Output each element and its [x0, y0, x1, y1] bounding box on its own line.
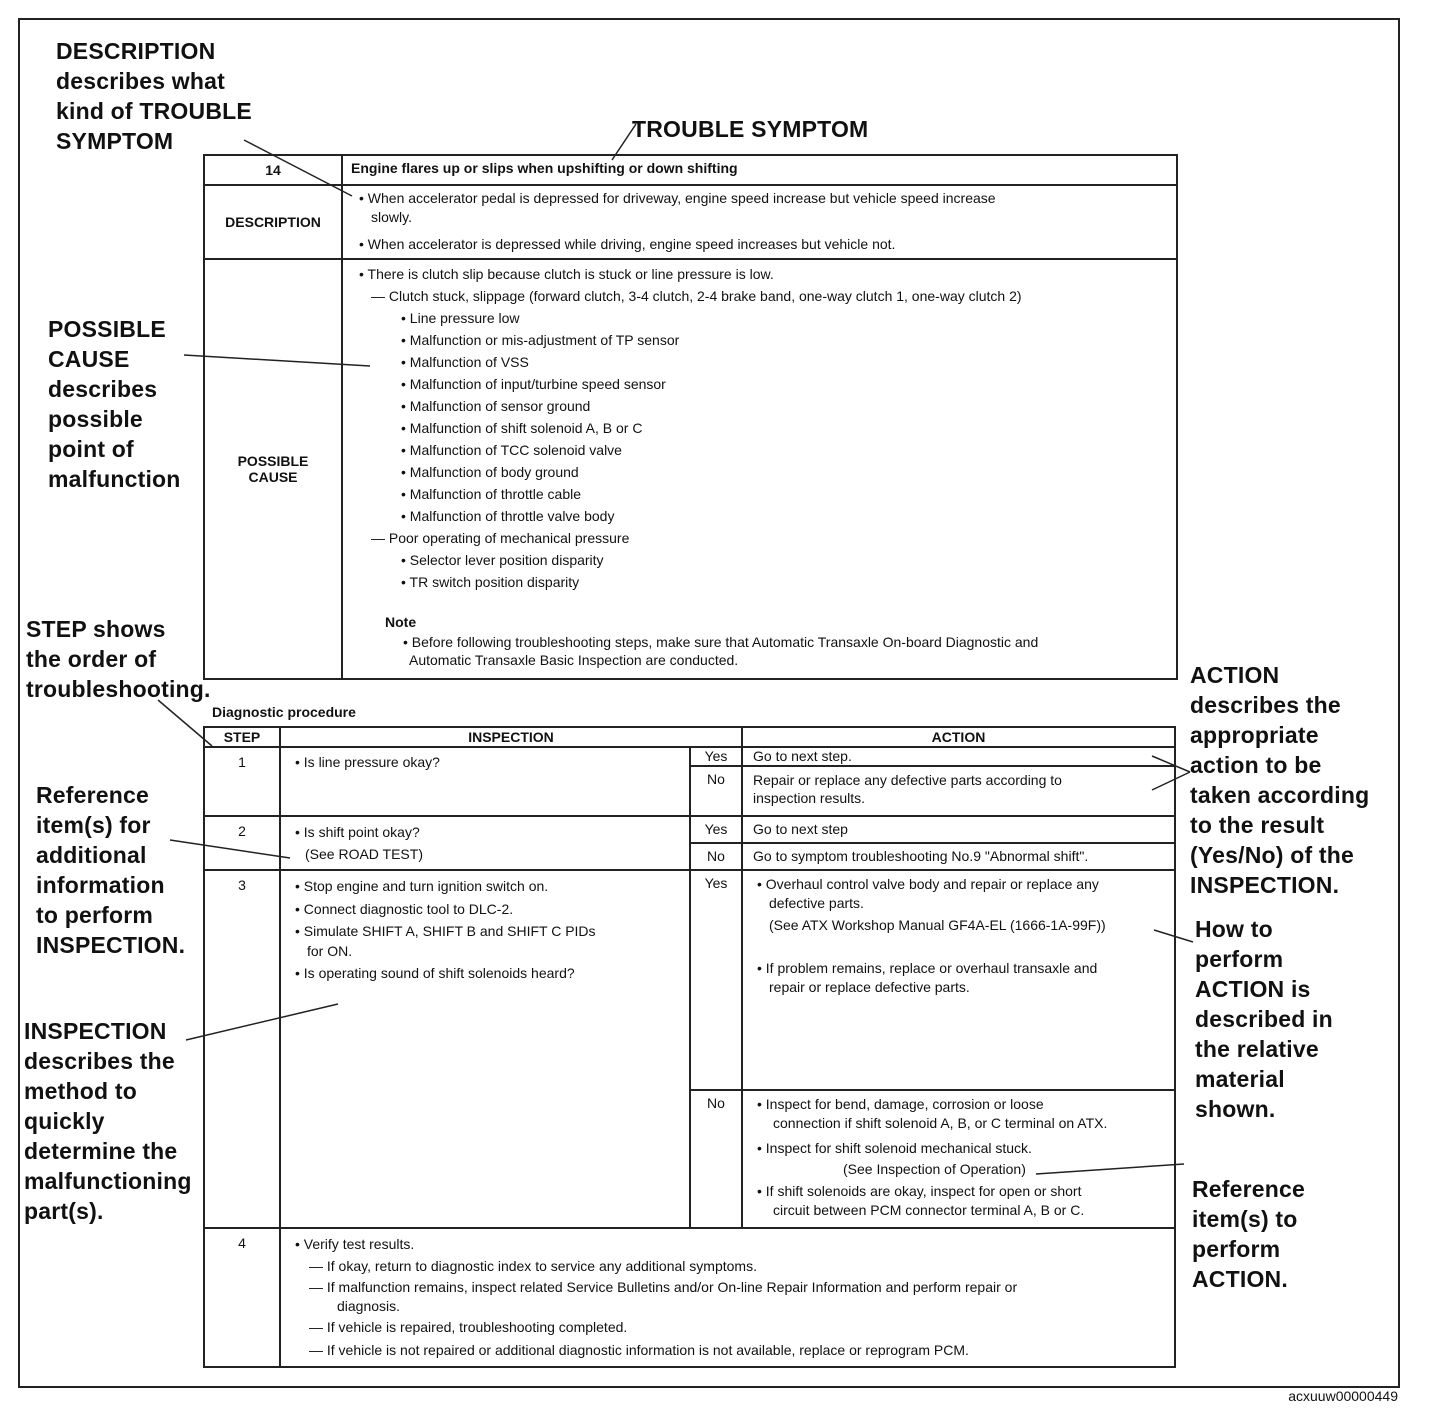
- inspection-line: • Is operating sound of shift solenoids heard?: [295, 965, 575, 981]
- action-line: • If shift solenoids are okay, inspect for open or short: [757, 1183, 1082, 1199]
- result-yes: Yes: [690, 870, 742, 1090]
- cause-item: • Line pressure low: [401, 310, 520, 326]
- inspection-line: • Is shift point okay?: [295, 824, 420, 840]
- cause-item: • Malfunction of sensor ground: [401, 398, 591, 414]
- result-no: No: [690, 843, 742, 870]
- description-line: • When accelerator pedal is depressed for driveway, engine speed increase but vehicle speed increase: [359, 190, 996, 206]
- action-no: [742, 1090, 1175, 1228]
- callout-trouble-symptom: TROUBLE SYMPTOM: [632, 116, 869, 142]
- callout-step: STEP shows the order of troubleshooting.: [26, 616, 211, 702]
- step-number: 1: [204, 747, 280, 816]
- inspection-line: • Stop engine and turn ignition switch on.: [295, 878, 549, 894]
- inspection-line: — If vehicle is repaired, troubleshooting completed.: [309, 1319, 628, 1335]
- symptom-table: [203, 154, 1178, 680]
- inspection-line: • Verify test results.: [295, 1236, 415, 1252]
- symptom-title: Engine flares up or slips when upshifting or down shifting: [342, 155, 1177, 185]
- action-line: Repair or replace any defective parts according to: [753, 772, 1062, 788]
- action-line: • Inspect for shift solenoid mechanical stuck.: [757, 1140, 1032, 1156]
- action-no: Go to symptom troubleshooting No.9 "Abnormal shift".: [742, 843, 1175, 870]
- callout-action: ACTION describes the appropriate action to be taken according to the result (Yes/No) of the INSPECTION.: [1190, 662, 1370, 898]
- callout-inspection: INSPECTION describes the method to quickly determine the malfunctioning part(s).: [24, 1018, 192, 1224]
- inspection-cell: [280, 870, 690, 1228]
- symptom-number: 14: [204, 155, 342, 185]
- action-line: • Overhaul control valve body and repair or replace any: [757, 876, 1099, 892]
- possible-cause-cell: [342, 259, 1177, 679]
- action-yes: Go to next step: [742, 816, 1175, 843]
- cause-item: • Malfunction of shift solenoid A, B or C: [401, 420, 643, 436]
- cause-item: • Malfunction of TCC solenoid valve: [401, 442, 622, 458]
- note-text: Automatic Transaxle Basic Inspection are conducted.: [409, 652, 739, 668]
- note-text: • Before following troubleshooting steps, make sure that Automatic Transaxle On-board Diagnostic and: [403, 634, 1039, 650]
- cause-item: • Malfunction of throttle cable: [401, 486, 581, 502]
- step-number: 4: [204, 1228, 280, 1367]
- note-label: Note: [385, 614, 417, 630]
- result-yes: Yes: [690, 747, 742, 766]
- description-line: slowly.: [371, 209, 412, 225]
- inspection-line: — If malfunction remains, inspect related Service Bulletins and/or On-line Repair Information and perform repair or: [309, 1279, 1018, 1295]
- header-inspection: INSPECTION: [280, 727, 742, 747]
- inspection-cell: [280, 747, 690, 816]
- callout-how-to: How to perform ACTION is described in the relative material shown.: [1195, 916, 1333, 1122]
- callout-possible-cause: POSSIBLE CAUSE describes possible point of malfunction: [48, 316, 181, 492]
- inspection-line: • Is line pressure okay?: [295, 754, 440, 770]
- action-no: [742, 766, 1175, 816]
- description-cell: [342, 185, 1177, 259]
- action-line: inspection results.: [753, 790, 866, 806]
- inspection-line: diagnosis.: [337, 1298, 401, 1314]
- inspection-cell: [280, 1228, 1175, 1367]
- cause-main: • There is clutch slip because clutch is stuck or line pressure is low.: [359, 266, 774, 282]
- step-number: 3: [204, 870, 280, 1228]
- inspection-line: — If okay, return to diagnostic index to service any additional symptoms.: [309, 1258, 757, 1274]
- cause-item: • Malfunction of VSS: [401, 354, 529, 370]
- reference-link: (See Inspection of Operation): [843, 1161, 1026, 1177]
- header-step: STEP: [204, 727, 280, 747]
- action-line: • If problem remains, replace or overhaul transaxle and: [757, 960, 1098, 976]
- inspection-cell: [280, 816, 690, 870]
- cause-group-2: — Poor operating of mechanical pressure: [371, 530, 630, 546]
- cause-item: • Malfunction of body ground: [401, 464, 579, 480]
- reference-link: (See ATX Workshop Manual GF4A-EL (1666-1A-99F)): [769, 917, 1106, 933]
- cause-item: • Malfunction of input/turbine speed sensor: [401, 376, 666, 392]
- description-line: • When accelerator is depressed while driving, engine speed increases but vehicle not.: [359, 236, 896, 252]
- cause-group-1: — Clutch stuck, slippage (forward clutch, 3-4 clutch, 2-4 brake band, one-way clutch 1, one-way clutch 2): [371, 288, 1022, 304]
- callout-reference-action: Reference item(s) to perform ACTION.: [1192, 1176, 1306, 1292]
- inspection-line: for ON.: [307, 943, 353, 959]
- result-yes: Yes: [690, 816, 742, 843]
- action-line: circuit between PCM connector terminal A, B or C.: [773, 1202, 1085, 1218]
- result-no: No: [690, 1090, 742, 1228]
- action-line: connection if shift solenoid A, B, or C terminal on ATX.: [773, 1115, 1108, 1131]
- cause-item: • Malfunction of throttle valve body: [401, 508, 615, 524]
- action-line: defective parts.: [769, 895, 864, 911]
- cause-item: • TR switch position disparity: [401, 574, 580, 590]
- header-action: ACTION: [742, 727, 1175, 747]
- inspection-line: • Connect diagnostic tool to DLC-2.: [295, 901, 514, 917]
- action-line: • Inspect for bend, damage, corrosion or loose: [757, 1096, 1044, 1112]
- diagnostic-table: [203, 726, 1176, 1368]
- cause-item: • Selector lever position disparity: [401, 552, 604, 568]
- callout-description: DESCRIPTION describes what kind of TROUBLE SYMPTOM: [56, 38, 252, 154]
- inspection-line: — If vehicle is not repaired or additional diagnostic information is not available, replace or reprogram PCM.: [309, 1342, 969, 1358]
- callout-reference-inspection: Reference item(s) for additional information to perform INSPECTION.: [36, 782, 186, 958]
- step-number: 2: [204, 816, 280, 870]
- action-yes: Go to next step.: [742, 747, 1175, 766]
- description-label: DESCRIPTION: [204, 185, 342, 259]
- reference-link: (See ROAD TEST): [305, 846, 423, 862]
- diagnostic-procedure-title: Diagnostic procedure: [212, 704, 356, 720]
- document-id: acxuuw00000449: [1288, 1388, 1398, 1404]
- action-yes: [742, 870, 1175, 1090]
- inspection-line: • Simulate SHIFT A, SHIFT B and SHIFT C PIDs: [295, 923, 596, 939]
- result-no: No: [690, 766, 742, 816]
- cause-item: • Malfunction or mis-adjustment of TP sensor: [401, 332, 680, 348]
- action-line: repair or replace defective parts.: [769, 979, 970, 995]
- possible-cause-label: POSSIBLE CAUSE: [204, 259, 342, 679]
